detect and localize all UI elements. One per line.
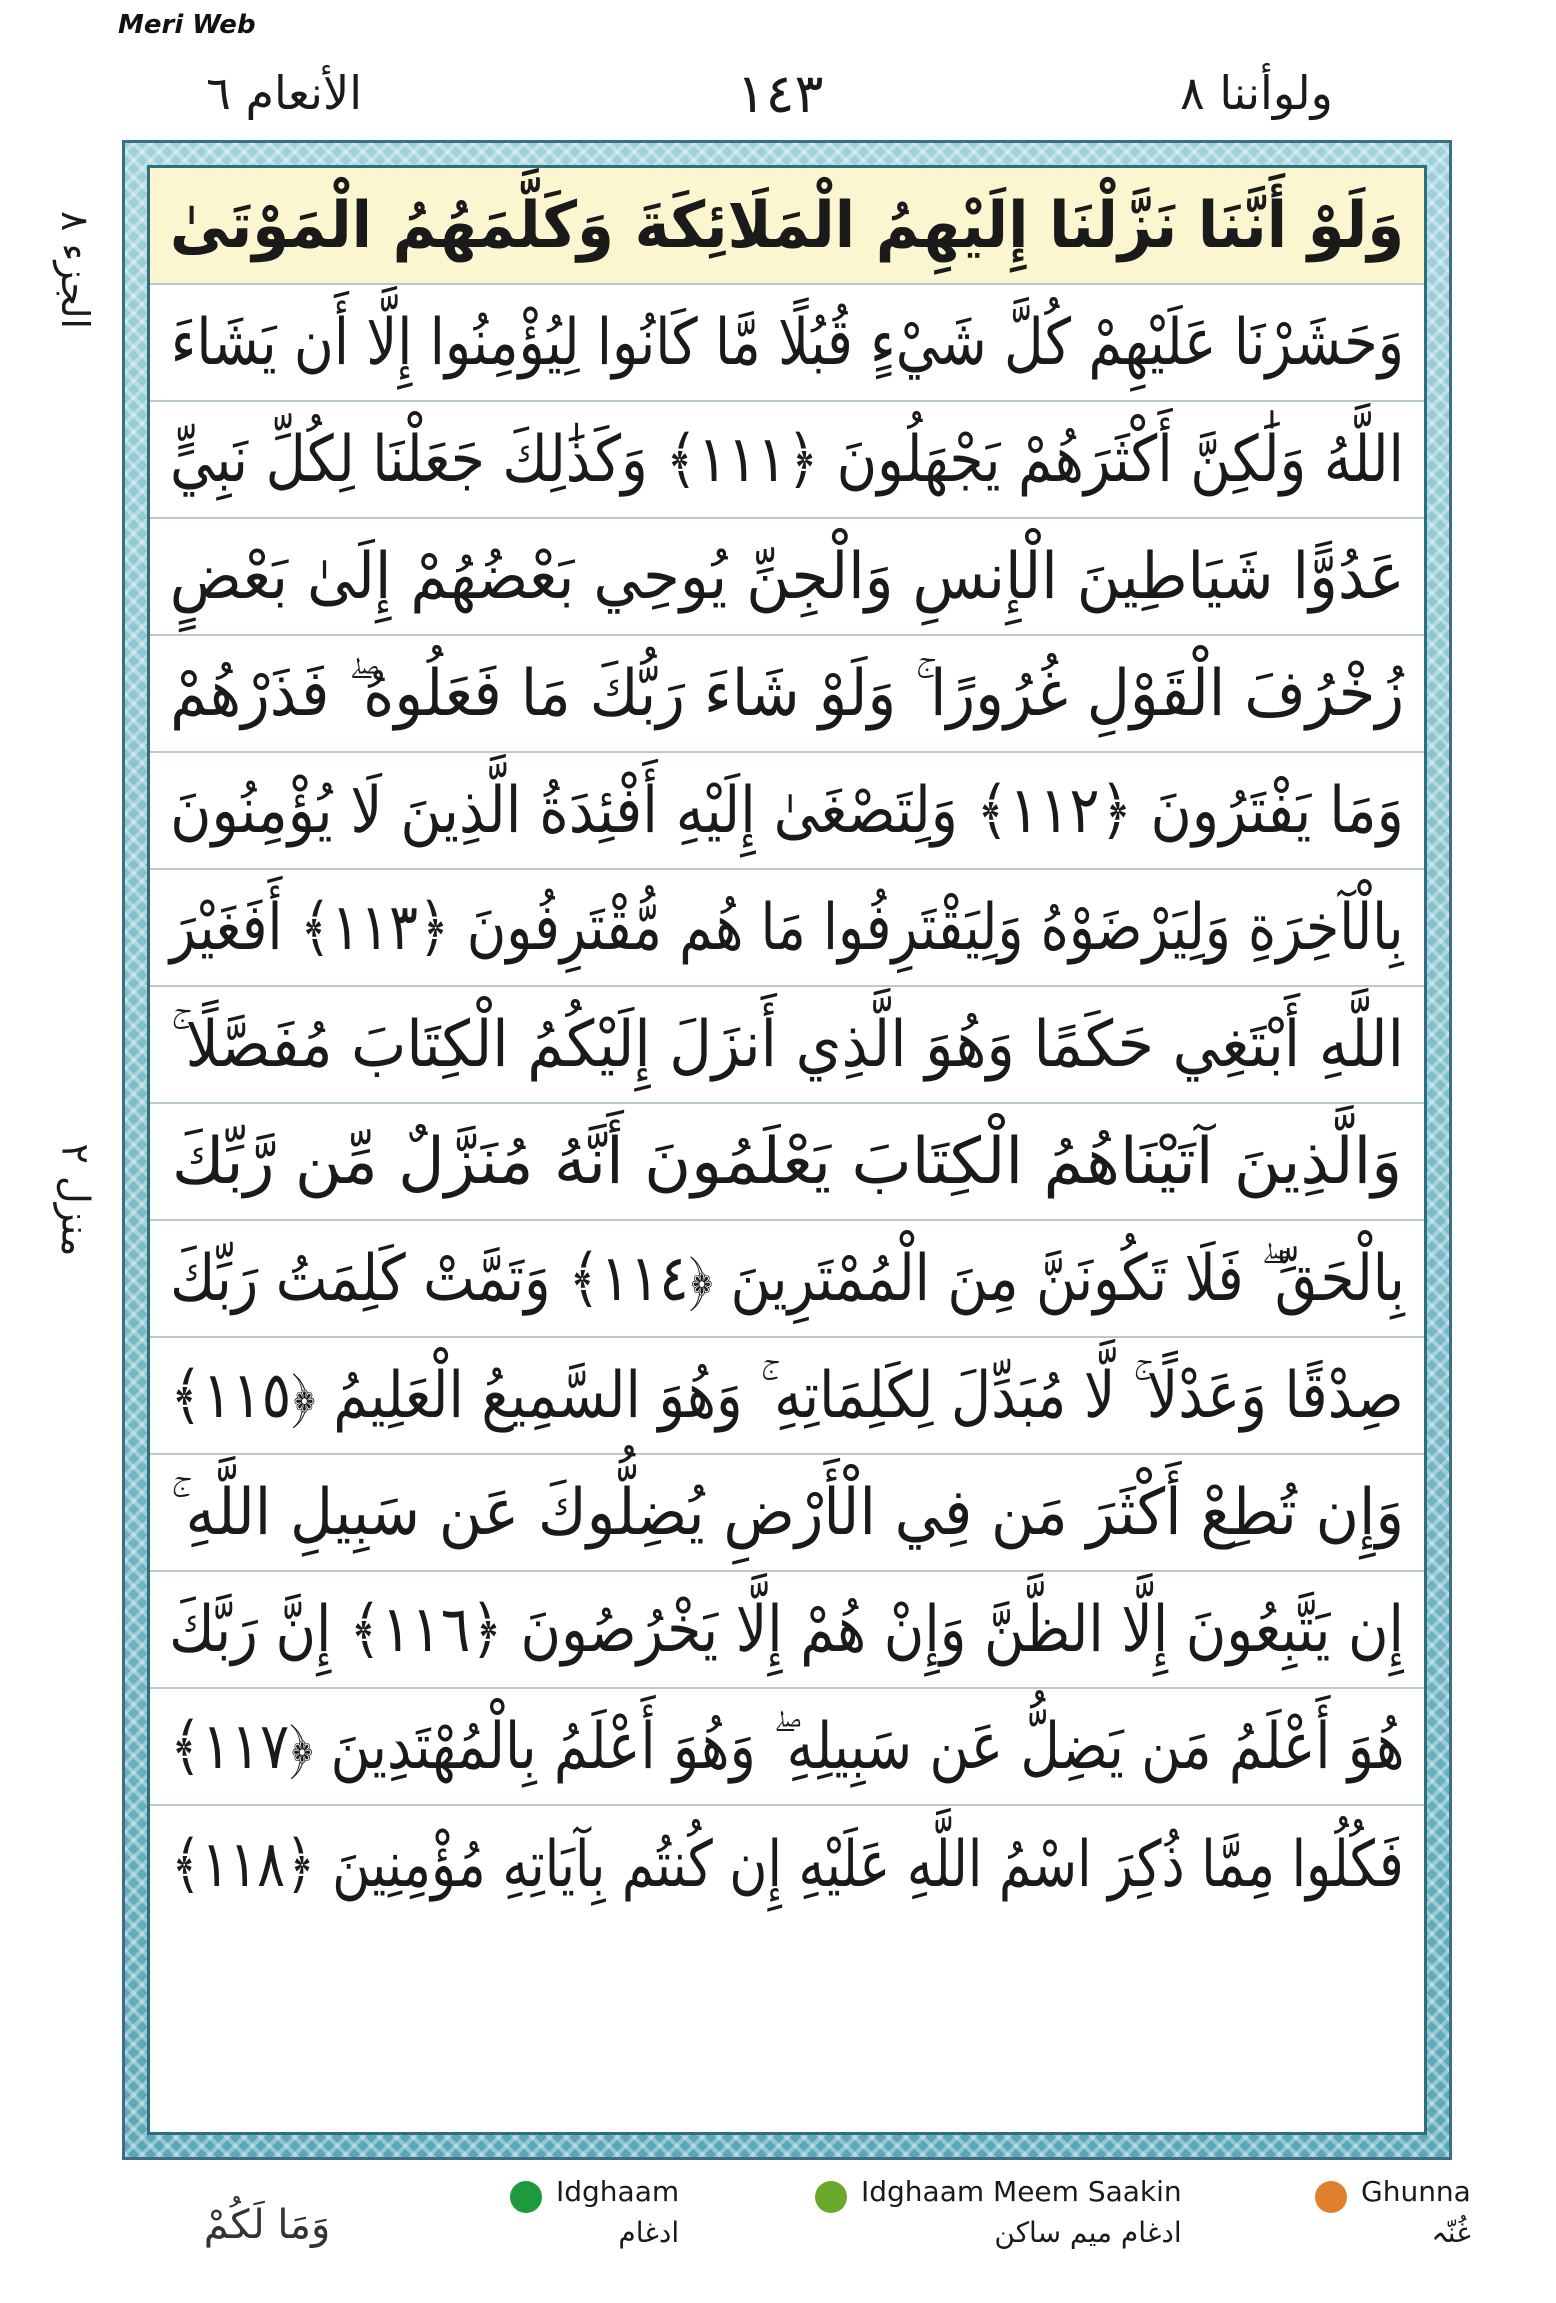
verse-line-7: بِالْآخِرَةِ وَلِيَرْضَوْهُ وَلِيَقْتَرِفُوا مَا هُم مُّقْتَرِفُونَ ﴿١١٣﴾ أَفَغَيْرَ xyxy=(150,870,1424,987)
manzil-side-label: منزل ٢ xyxy=(53,1143,97,1257)
page-border xyxy=(122,140,1452,2160)
legend-label-ar: غُنّہ xyxy=(1431,2216,1471,2249)
verse-line-14: هُوَ أَعْلَمُ مَن يَضِلُّ عَن سَبِيلِهِ ۖ وَهُوَ أَعْلَمُ بِالْمُهْتَدِينَ ﴿١١٧﴾ xyxy=(150,1689,1424,1806)
legend-label-ar: ادغام میم ساکن xyxy=(994,2216,1182,2249)
legend-label-en: Ghunna xyxy=(1361,2175,1471,2208)
juz-name: ولوأننا ٨ xyxy=(1180,66,1333,120)
brand-label: Meri Web xyxy=(118,10,256,40)
catchword: وَمَا لَكُمْ xyxy=(203,2202,331,2248)
juz-side-label: الجزء ٨ xyxy=(53,210,98,330)
legend-dot-icon xyxy=(510,2181,542,2213)
surah-name: الأنعام ٦ xyxy=(206,66,362,120)
verse-line-2: وَحَشَرْنَا عَلَيْهِمْ كُلَّ شَيْءٍ قُبُلًا مَّا كَانُوا لِيُؤْمِنُوا إِلَّا أَن يَشَاءَ xyxy=(150,285,1424,402)
verse-line-15: فَكُلُوا مِمَّا ذُكِرَ اسْمُ اللَّهِ عَلَيْهِ إِن كُنتُم بِآيَاتِهِ مُؤْمِنِينَ ﴿١١٨﴾ xyxy=(170,1828,1404,1902)
legend-ghunna xyxy=(1315,2175,1471,2285)
verse-line-5: زُخْرُفَ الْقَوْلِ غُرُورًا ۚ وَلَوْ شَاءَ رَبُّكَ مَا فَعَلُوهُ ۖ فَذَرْهُمْ xyxy=(150,636,1424,753)
legend-label-en: Idghaam xyxy=(556,2175,680,2208)
legend-label-ar: ادغام xyxy=(618,2216,680,2249)
verse-line-12: وَإِن تُطِعْ أَكْثَرَ مَن فِي الْأَرْضِ يُضِلُّوكَ عَن سَبِيلِ اللَّهِ ۚ xyxy=(150,1455,1424,1572)
legend-idghaam-meem-saakin xyxy=(815,2175,1182,2285)
verse-line-3: اللَّهُ وَلَٰكِنَّ أَكْثَرَهُمْ يَجْهَلُونَ ﴿١١١﴾ وَكَذَٰلِكَ جَعَلْنَا لِكُلِّ نَبِيٍّ xyxy=(150,402,1424,519)
verse-line-8: اللَّهِ أَبْتَغِي حَكَمًا وَهُوَ الَّذِي أَنزَلَ إِلَيْكُمُ الْكِتَابَ مُفَصَّلًا ۚ xyxy=(150,987,1424,1104)
legend-idghaam xyxy=(510,2175,679,2285)
page-number: ١٤٣ xyxy=(736,61,824,125)
verse-line-9: وَالَّذِينَ آتَيْنَاهُمُ الْكِتَابَ يَعْلَمُونَ أَنَّهُ مُنَزَّلٌ مِّن رَّبِّكَ xyxy=(150,1104,1424,1221)
legend-label-en: Idghaam Meem Saakin xyxy=(861,2175,1182,2208)
verse-line-4: عَدُوًّا شَيَاطِينَ الْإِنسِ وَالْجِنِّ يُوحِي بَعْضُهُمْ إِلَىٰ بَعْضٍ xyxy=(150,519,1424,636)
legend-dot-icon xyxy=(1315,2181,1347,2213)
verse-panel xyxy=(147,165,1427,2135)
verse-line-10: بِالْحَقِّ ۖ فَلَا تَكُونَنَّ مِنَ الْمُمْتَرِينَ ﴿١١٤﴾ وَتَمَّتْ كَلِمَتُ رَبِّكَ xyxy=(150,1221,1424,1338)
verse-line-11: صِدْقًا وَعَدْلًا ۚ لَّا مُبَدِّلَ لِكَلِمَاتِهِ ۚ وَهُوَ السَّمِيعُ الْعَلِيمُ ﴿١١٥﴾ xyxy=(150,1338,1424,1455)
legend-dot-icon xyxy=(815,2181,847,2213)
verse-line-13: إِن يَتَّبِعُونَ إِلَّا الظَّنَّ وَإِنْ هُمْ إِلَّا يَخْرُصُونَ ﴿١١٦﴾ إِنَّ رَبَّكَ xyxy=(150,1572,1424,1689)
verse-line-1: وَلَوْ أَنَّنَا نَزَّلْنَا إِلَيْهِمُ الْمَلَائِكَةَ وَكَلَّمَهُمُ الْمَوْتَىٰ xyxy=(150,168,1424,285)
verse-line-6: وَمَا يَفْتَرُونَ ﴿١١٢﴾ وَلِتَصْغَىٰ إِلَيْهِ أَفْئِدَةُ الَّذِينَ لَا يُؤْمِنُونَ xyxy=(150,753,1424,870)
